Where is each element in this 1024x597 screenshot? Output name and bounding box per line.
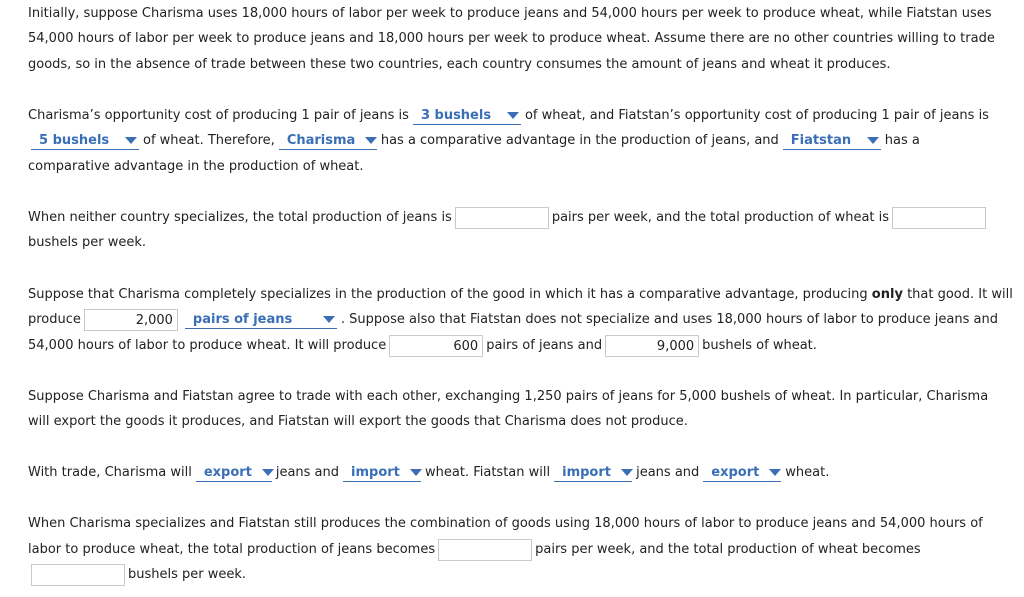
text: pairs per week, and the total production of wheat is — [551, 210, 890, 225]
dropdown-value: 3 bushels — [420, 107, 492, 123]
text: Suppose Charisma and Fiatstan agree to trade with each other, exchanging 1,250 pairs of jeans for 5,000 bushels of wheat. In particular, Charisma — [28, 389, 989, 404]
post-trade-line-3 — [31, 563, 246, 587]
dropdown-arrow-icon — [262, 469, 274, 476]
charisma-wheat-trade-dropdown[interactable] — [343, 464, 421, 482]
post-trade-line-1 — [28, 512, 983, 536]
no-specialization-line-2 — [28, 231, 146, 255]
dropdown-arrow-icon — [125, 137, 137, 144]
text: pairs per week, and the total production of wheat becomes — [535, 542, 921, 557]
text: Charisma’s opportunity cost of producing 1 pair of jeans is — [28, 108, 409, 123]
dropdown-arrow-icon — [867, 137, 879, 144]
text: of wheat, and Fiatstan’s opportunity cost of producing 1 pair of jeans is — [524, 108, 989, 123]
charisma-production-input[interactable]: 2,000 — [84, 309, 178, 331]
text: When neither country specializes, the total production of jeans is — [28, 210, 452, 225]
text: When Charisma specializes and Fiatstan still produces the combination of goods using 18,000 hours of labor to produce jeans and 54,000 hours of — [28, 516, 983, 531]
dropdown-arrow-icon — [621, 469, 633, 476]
no-specialization-line-1 — [28, 206, 989, 230]
dropdown-value: Fiatstan — [790, 132, 852, 148]
intro-line-3 — [28, 53, 890, 77]
trade-direction-line — [28, 461, 829, 485]
text: . Suppose also that Fiatstan does not specialize and uses 18,000 hours of labor to produce jeans and — [340, 312, 998, 327]
total-jeans-with-trade-input[interactable] — [438, 539, 532, 561]
text: bushels per week. — [28, 235, 147, 250]
dropdown-value: import — [351, 464, 400, 480]
fiatstan-opportunity-cost-dropdown[interactable] — [31, 132, 139, 150]
intro-text: 54,000 hours of labor per week to produce jeans and 18,000 hours per week to produce wheat. Assume there are no other countries willing to trade — [28, 31, 995, 46]
dropdown-value: pairs of jeans — [192, 311, 293, 327]
text: wheat. Fiatstan will — [425, 465, 551, 480]
total-wheat-no-trade-input[interactable] — [892, 207, 986, 229]
text: has a comparative advantage in the production of jeans, and — [380, 133, 779, 148]
dropdown-value: 5 bushels — [39, 132, 110, 148]
dropdown-value: Charisma — [286, 132, 356, 148]
total-jeans-no-trade-input[interactable] — [455, 207, 549, 229]
opportunity-line-2 — [31, 129, 920, 153]
text: wheat. — [785, 465, 830, 480]
fiatstan-wheat-trade-dropdown[interactable] — [703, 464, 781, 482]
text: pairs of jeans and — [486, 338, 603, 353]
text: will export the goods it produces, and Fiatstan will export the goods that Charisma does not produce. — [28, 414, 688, 429]
charisma-opportunity-cost-dropdown[interactable] — [413, 107, 521, 125]
opportunity-line-1 — [28, 104, 989, 128]
total-wheat-with-trade-input[interactable] — [31, 564, 125, 586]
wheat-advantage-dropdown[interactable] — [783, 132, 881, 150]
text: of wheat. Therefore, — [143, 133, 275, 148]
intro-line-2 — [28, 27, 995, 51]
text: labor to produce wheat, the total production of jeans becomes — [28, 542, 436, 557]
trade-line-2 — [28, 410, 688, 434]
jeans-advantage-dropdown[interactable] — [279, 132, 377, 150]
dropdown-value: import — [562, 464, 611, 480]
dropdown-arrow-icon — [410, 469, 422, 476]
intro-text: goods, so in the absence of trade between these two countries, each country consumes the amount of jeans and wheat it produces. — [28, 57, 891, 72]
bold-text: only — [871, 287, 903, 302]
specialization-line-2 — [28, 308, 998, 332]
text: that good. It will — [907, 287, 1013, 302]
dropdown-arrow-icon — [323, 316, 335, 323]
fiatstan-jeans-trade-dropdown[interactable] — [554, 464, 632, 482]
dropdown-value: export — [203, 464, 252, 480]
specialization-line-3 — [28, 334, 817, 358]
dropdown-arrow-icon — [365, 137, 377, 144]
text: jeans and — [636, 465, 700, 480]
fiatstan-jeans-input[interactable]: 600 — [389, 335, 483, 357]
intro-line-1 — [28, 2, 992, 26]
charisma-jeans-trade-dropdown[interactable] — [196, 464, 272, 482]
specialization-line-1 — [28, 283, 1013, 307]
text: Suppose that Charisma completely specializes in the production of the good in which it has a comparative advantage, producing — [28, 287, 868, 302]
dropdown-value: export — [711, 464, 760, 480]
text: produce — [28, 312, 81, 327]
opportunity-line-3 — [28, 155, 364, 179]
text: bushels per week. — [128, 567, 247, 582]
charisma-production-good-dropdown[interactable] — [185, 311, 337, 329]
text: jeans and — [275, 465, 340, 480]
dropdown-arrow-icon — [507, 112, 519, 119]
text: With trade, Charisma will — [28, 465, 192, 480]
fiatstan-wheat-input[interactable]: 9,000 — [605, 335, 699, 357]
text: bushels of wheat. — [702, 338, 817, 353]
text: 54,000 hours of labor to produce wheat. It will produce — [28, 338, 387, 353]
text: has a — [884, 133, 920, 148]
post-trade-line-2 — [28, 538, 921, 562]
intro-text: Initially, suppose Charisma uses 18,000 hours of labor per week to produce jeans and 54,000 hours per week to produce wheat, while Fiatstan uses — [28, 6, 992, 21]
dropdown-arrow-icon — [769, 469, 781, 476]
text: comparative advantage in the production of wheat. — [28, 159, 364, 174]
trade-line-1 — [28, 385, 988, 409]
